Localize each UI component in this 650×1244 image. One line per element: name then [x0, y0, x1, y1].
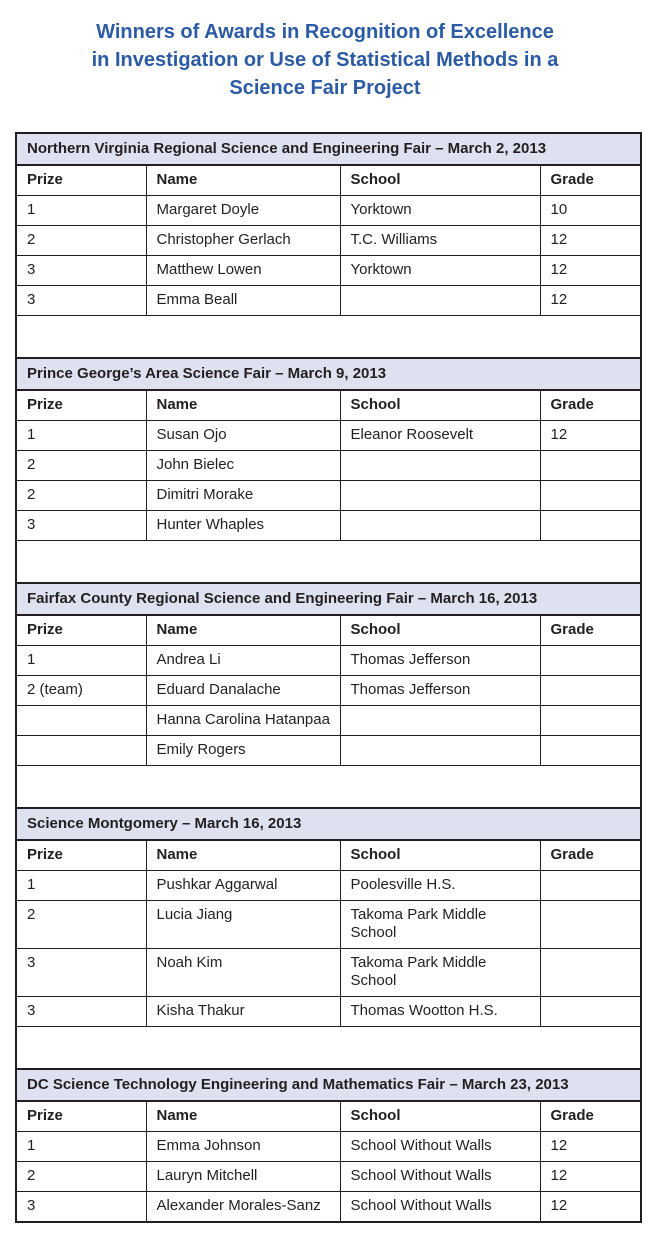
table-row: [16, 286, 641, 316]
cell-prize: 2: [16, 1162, 146, 1192]
column-header-name: Name: [146, 615, 340, 646]
spacer-row: [16, 316, 641, 359]
section-title: Prince George’s Area Science Fair – March 9, 2013: [16, 358, 641, 390]
cell-grade: 12: [540, 1132, 641, 1162]
cell-name: Emma Beall: [146, 286, 340, 316]
column-header-school: School: [340, 390, 540, 421]
cell-prize: 3: [16, 997, 146, 1027]
cell-name: Dimitri Morake: [146, 481, 340, 511]
cell-school: Eleanor Roosevelt: [340, 421, 540, 451]
cell-school: Thomas Jefferson: [340, 646, 540, 676]
cell-prize: 1: [16, 871, 146, 901]
cell-name: Hunter Whaples: [146, 511, 340, 541]
column-header-school: School: [340, 165, 540, 196]
cell-name: Hanna Carolina Hatanpaa: [146, 706, 340, 736]
cell-prize: 1: [16, 646, 146, 676]
cell-name: Lucia Jiang: [146, 901, 340, 949]
table-row: [16, 481, 641, 511]
page-title: [10, 18, 640, 102]
cell-prize: 2: [16, 226, 146, 256]
cell-name: Matthew Lowen: [146, 256, 340, 286]
section-title: Fairfax County Regional Science and Engineering Fair – March 16, 2013: [16, 583, 641, 615]
column-header-grade: Grade: [540, 165, 641, 196]
cell-prize: 1: [16, 421, 146, 451]
cell-grade: 12: [540, 286, 641, 316]
cell-grade: [540, 997, 641, 1027]
cell-name: Emma Johnson: [146, 1132, 340, 1162]
cell-school: School Without Walls: [340, 1162, 540, 1192]
cell-prize: 1: [16, 1132, 146, 1162]
cell-grade: [540, 871, 641, 901]
cell-school: Yorktown: [340, 196, 540, 226]
section-header-row: [16, 808, 641, 840]
column-header-row: [16, 165, 641, 196]
cell-prize: 3: [16, 949, 146, 997]
cell-prize: 2 (team): [16, 676, 146, 706]
awards-table-body: [16, 133, 641, 1222]
cell-school: [340, 736, 540, 766]
awards-table: [15, 132, 642, 1223]
cell-grade: 12: [540, 256, 641, 286]
table-row: [16, 226, 641, 256]
column-header-grade: Grade: [540, 615, 641, 646]
cell-grade: 12: [540, 1162, 641, 1192]
table-row: [16, 901, 641, 949]
table-row: [16, 706, 641, 736]
cell-name: Andrea Li: [146, 646, 340, 676]
cell-name: Alexander Morales-Sanz: [146, 1192, 340, 1223]
spacer-row: [16, 541, 641, 584]
column-header-prize: Prize: [16, 165, 146, 196]
table-row: [16, 511, 641, 541]
section-title: Northern Virginia Regional Science and Engineering Fair – March 2, 2013: [16, 133, 641, 165]
table-row: [16, 196, 641, 226]
column-header-grade: Grade: [540, 390, 641, 421]
column-header-prize: Prize: [16, 1101, 146, 1132]
cell-name: Christopher Gerlach: [146, 226, 340, 256]
section-header-row: [16, 358, 641, 390]
cell-grade: [540, 901, 641, 949]
table-row: [16, 256, 641, 286]
cell-name: Pushkar Aggarwal: [146, 871, 340, 901]
section-title: DC Science Technology Engineering and Mathematics Fair – March 23, 2013: [16, 1069, 641, 1101]
cell-school: School Without Walls: [340, 1192, 540, 1223]
table-row: [16, 646, 641, 676]
cell-school: School Without Walls: [340, 1132, 540, 1162]
table-row: [16, 997, 641, 1027]
column-header-name: Name: [146, 1101, 340, 1132]
table-row: [16, 1162, 641, 1192]
column-header-name: Name: [146, 390, 340, 421]
cell-prize: 3: [16, 511, 146, 541]
cell-grade: [540, 676, 641, 706]
cell-prize: 3: [16, 286, 146, 316]
cell-name: Margaret Doyle: [146, 196, 340, 226]
page-title-line: Science Fair Project: [229, 77, 421, 99]
cell-prize: [16, 706, 146, 736]
spacer-cell: [16, 1027, 641, 1070]
cell-name: Susan Ojo: [146, 421, 340, 451]
column-header-row: [16, 1101, 641, 1132]
column-header-prize: Prize: [16, 390, 146, 421]
cell-grade: [540, 706, 641, 736]
cell-prize: 2: [16, 901, 146, 949]
column-header-name: Name: [146, 165, 340, 196]
cell-school: [340, 481, 540, 511]
cell-grade: [540, 949, 641, 997]
cell-grade: [540, 481, 641, 511]
column-header-row: [16, 390, 641, 421]
table-row: [16, 676, 641, 706]
column-header-school: School: [340, 615, 540, 646]
column-header-prize: Prize: [16, 840, 146, 871]
spacer-row: [16, 766, 641, 809]
table-row: [16, 1192, 641, 1223]
cell-school: T.C. Williams: [340, 226, 540, 256]
cell-school: [340, 451, 540, 481]
cell-prize: 3: [16, 1192, 146, 1223]
cell-grade: [540, 451, 641, 481]
cell-grade: [540, 511, 641, 541]
cell-school: [340, 286, 540, 316]
cell-school: Yorktown: [340, 256, 540, 286]
section-header-row: [16, 133, 641, 165]
column-header-row: [16, 840, 641, 871]
cell-prize: 1: [16, 196, 146, 226]
column-header-school: School: [340, 840, 540, 871]
cell-grade: [540, 646, 641, 676]
section-header-row: [16, 583, 641, 615]
cell-name: Kisha Thakur: [146, 997, 340, 1027]
cell-school: Takoma Park Middle School: [340, 949, 540, 997]
cell-grade: [540, 736, 641, 766]
cell-name: John Bielec: [146, 451, 340, 481]
column-header-name: Name: [146, 840, 340, 871]
cell-name: Eduard Danalache: [146, 676, 340, 706]
spacer-cell: [16, 766, 641, 809]
table-row: [16, 1132, 641, 1162]
table-row: [16, 421, 641, 451]
table-row: [16, 949, 641, 997]
page-title-line: in Investigation or Use of Statistical Methods in a: [91, 49, 559, 71]
page: [0, 18, 650, 1223]
column-header-school: School: [340, 1101, 540, 1132]
cell-prize: [16, 736, 146, 766]
page-title-line: Winners of Awards in Recognition of Excellence: [96, 21, 554, 43]
cell-grade: 10: [540, 196, 641, 226]
spacer-cell: [16, 316, 641, 359]
column-header-row: [16, 615, 641, 646]
cell-grade: 12: [540, 421, 641, 451]
column-header-grade: Grade: [540, 840, 641, 871]
cell-grade: 12: [540, 226, 641, 256]
cell-prize: 2: [16, 481, 146, 511]
cell-school: Thomas Wootton H.S.: [340, 997, 540, 1027]
table-row: [16, 736, 641, 766]
column-header-grade: Grade: [540, 1101, 641, 1132]
table-row: [16, 451, 641, 481]
cell-name: Noah Kim: [146, 949, 340, 997]
cell-school: [340, 511, 540, 541]
table-row: [16, 871, 641, 901]
section-title: Science Montgomery – March 16, 2013: [16, 808, 641, 840]
cell-school: [340, 706, 540, 736]
cell-grade: 12: [540, 1192, 641, 1223]
cell-school: Poolesville H.S.: [340, 871, 540, 901]
cell-prize: 2: [16, 451, 146, 481]
cell-name: Lauryn Mitchell: [146, 1162, 340, 1192]
section-header-row: [16, 1069, 641, 1101]
cell-school: Takoma Park Middle School: [340, 901, 540, 949]
cell-name: Emily Rogers: [146, 736, 340, 766]
spacer-row: [16, 1027, 641, 1070]
cell-prize: 3: [16, 256, 146, 286]
spacer-cell: [16, 541, 641, 584]
column-header-prize: Prize: [16, 615, 146, 646]
cell-school: Thomas Jefferson: [340, 676, 540, 706]
